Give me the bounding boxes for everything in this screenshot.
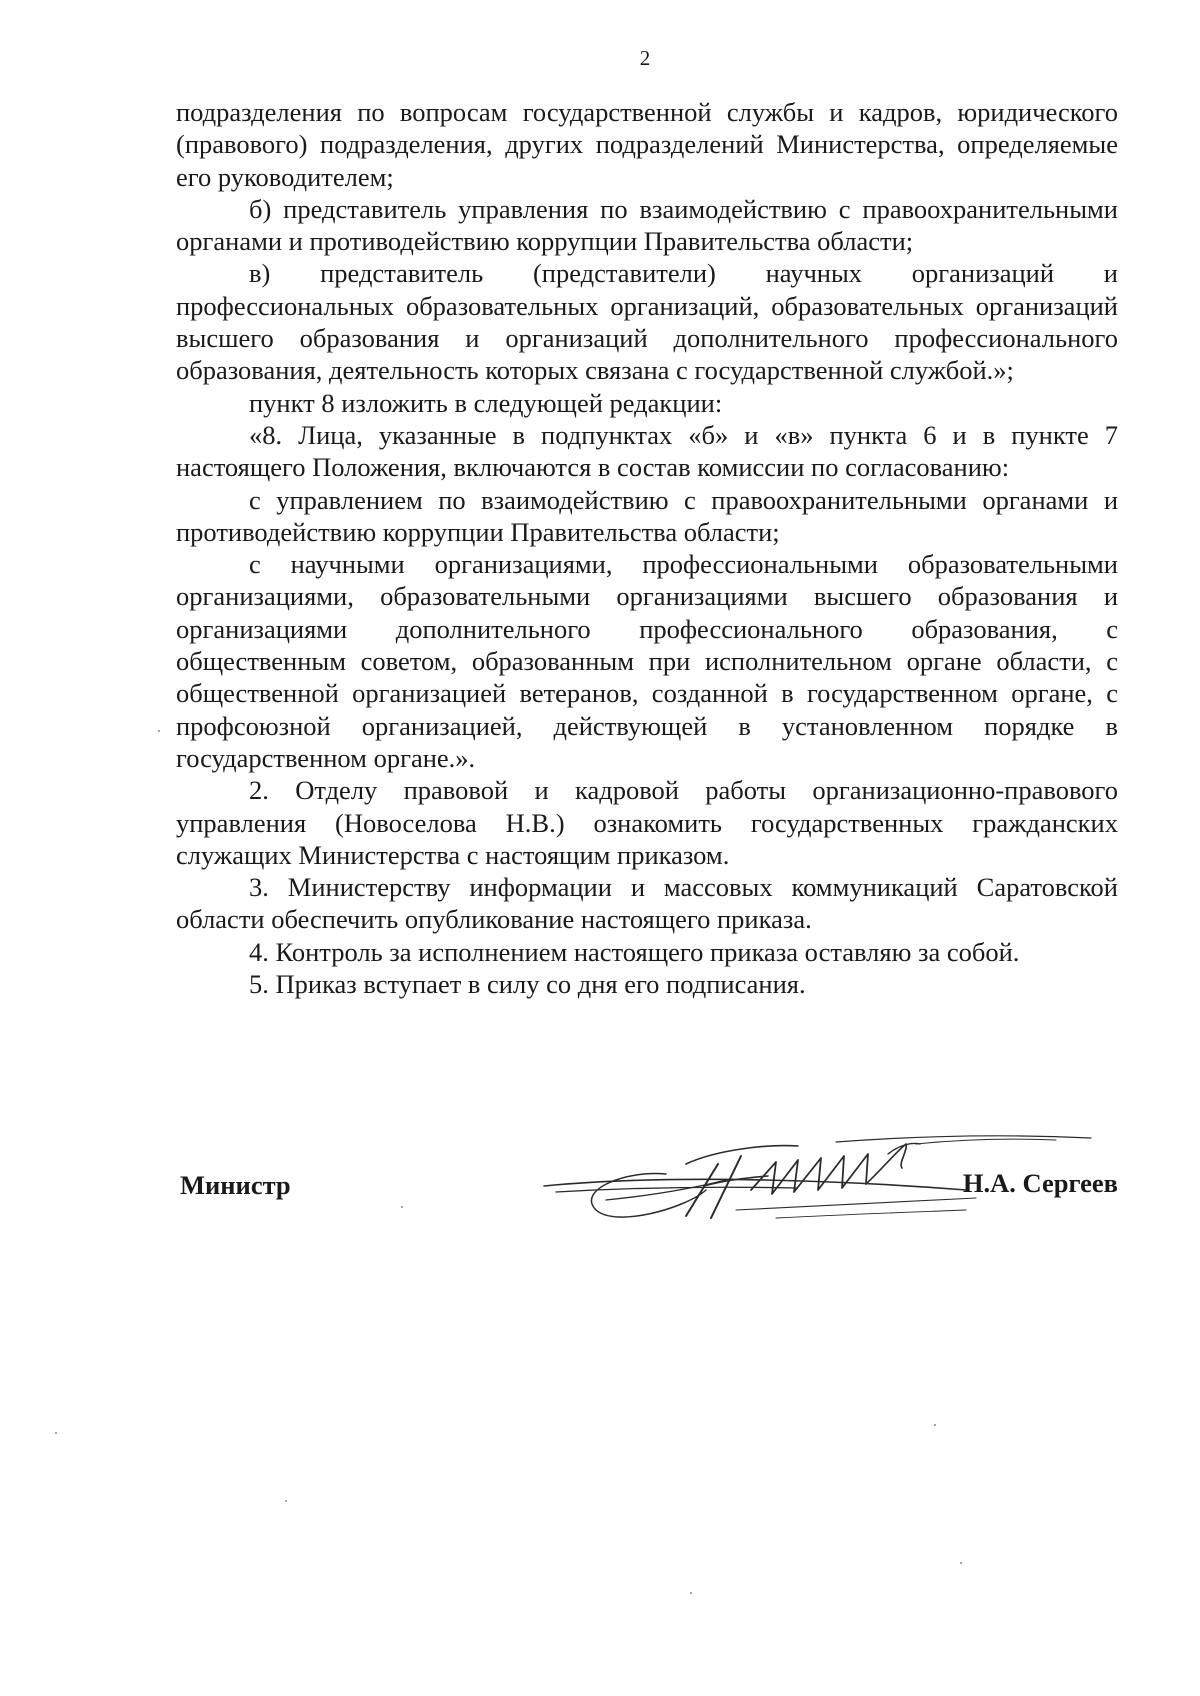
paragraph-item-b: б) представитель управления по взаимодействию с правоохранительными органами и противодействию коррупции Правительства области; xyxy=(176,193,1118,257)
signature-block xyxy=(176,1130,1118,1250)
paragraph-order-4: 4. Контроль за исполнением настоящего приказа оставляю за собой. xyxy=(249,936,1020,967)
scan-speck xyxy=(690,1592,692,1594)
paragraph-agreement-2: с научными организациями, профессиональными образовательными организациями, образовательными организациями высшего образования и организациями дополнительного профессионального образования, с общественным советом, образованным при исполнительном органе области, с общественной организацией ветеранов, созданной в государственном органе, с профсоюзной организацией, действующей в установленном порядке в государственном органе.». xyxy=(176,549,1118,773)
signatory-name: Н.А. Сергеев xyxy=(962,1168,1118,1198)
scan-speck xyxy=(158,730,160,732)
scan-speck xyxy=(960,1562,962,1564)
scan-speck xyxy=(401,1206,403,1208)
paragraph-order-2: 2. Отделу правовой и кадровой работы организационно-правового управления (Новоселова Н.В.) ознакомить государственных гражданских служащих Министерства с настоящим приказом. xyxy=(176,775,1118,870)
paragraph-continuation: подразделения по вопросам государственной службы и кадров, юридического (правового) подразделения, других подразделений Министерства, определяемые его руководителем; xyxy=(176,97,1118,192)
scan-speck xyxy=(55,1432,57,1434)
paragraph-item-v: в) представитель (представители) научных организаций и профессиональных образовательных организаций, образовательных организаций высшего образования и организаций дополнительного профессионального образования, деятельность которых связана с государственной службой.»; xyxy=(176,258,1118,386)
scan-speck xyxy=(934,1424,936,1426)
paragraph-point-8-intro: пункт 8 изложить в следующей редакции: xyxy=(249,387,723,418)
paragraph-point-8: «8. Лица, указанные в подпунктах «б» и «в» пункта 6 и в пункте 7 настоящего Положения, включаются в состав комиссии по согласованию: xyxy=(176,419,1118,483)
paragraph-order-5: 5. Приказ вступает в силу со дня его подписания. xyxy=(249,969,806,1000)
signatory-title: Министр xyxy=(180,1170,291,1200)
page-number: 2 xyxy=(639,46,651,70)
paragraph-agreement-1: с управлением по взаимодействию с правоохранительными органами и противодействию коррупции Правительства области; xyxy=(176,484,1118,547)
paragraph-order-3: 3. Министерству информации и массовых коммуникаций Саратовской области обеспечить опубликование настоящего приказа. xyxy=(176,872,1118,935)
document-body xyxy=(176,96,1118,1000)
scan-speck xyxy=(285,1500,287,1502)
